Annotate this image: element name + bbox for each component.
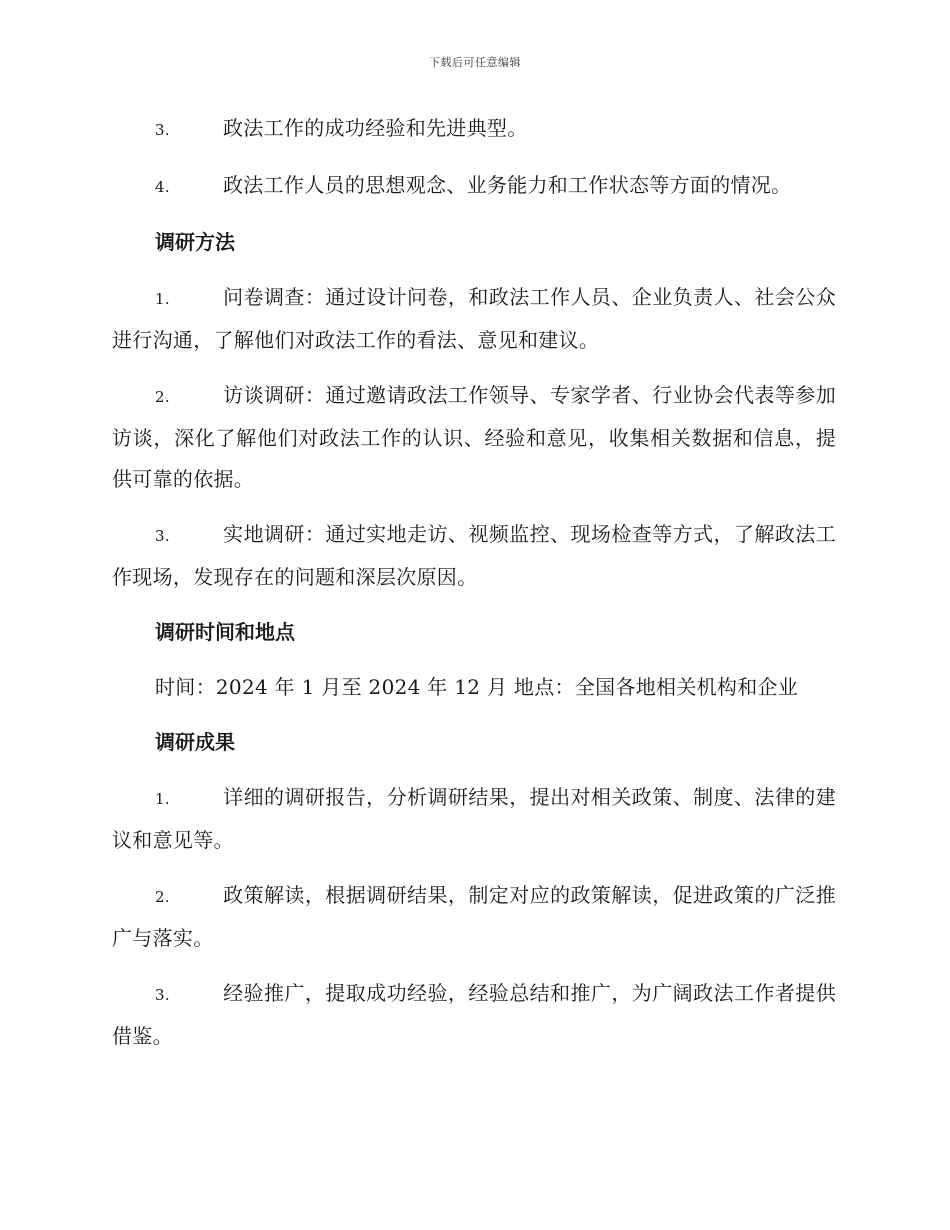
section-heading-result: 调研成果 [155,730,235,754]
list-number: 1. [155,790,170,808]
list-number: 3. [155,986,170,1004]
list-number: 3. [155,527,170,545]
list-text: 实地调研：通过实地走访、视频监控、现场检查等方式，了解政法工作现场，发现存在的问题和深层次原因。 [112,522,836,589]
section-heading-time: 调研时间和地点 [155,620,295,644]
list-text: 问卷调查：通过设计问卷，和政法工作人员、企业负责人、社会公众进行沟通，了解他们对政法工作的看法、意见和建议。 [112,285,836,352]
document-body [112,108,836,1071]
time-location-text: 时间：2024 年 1 月至 2024 年 12 月 地点：全国各地相关机构和企业 [155,675,799,699]
list-text: 政法工作的成功经验和先进典型。 [223,116,528,140]
list-item [112,165,836,208]
list-item [112,514,836,598]
list-item [112,375,836,500]
list-item [112,973,836,1057]
page-header: 下载后可任意编辑 [429,56,521,69]
list-item [112,108,836,151]
list-text: 经验推广，提取成功经验，经验总结和推广，为广阔政法工作者提供借鉴。 [112,981,836,1048]
list-item [112,277,836,361]
list-number: 4. [155,178,170,196]
list-text: 政法工作人员的思想观念、业务能力和工作状态等方面的情况。 [223,173,792,197]
list-text: 政策解读，根据调研结果，制定对应的政策解读，促进政策的广泛推广与落实。 [112,883,836,950]
list-text: 详细的调研报告，分析调研结果，提出对相关政策、制度、法律的建议和意见等。 [112,785,836,852]
list-item [112,777,836,861]
list-number: 2. [155,888,170,906]
list-number: 2. [155,388,170,406]
section-heading-method: 调研方法 [155,230,235,254]
list-number: 1. [155,290,170,308]
list-number: 3. [155,121,170,139]
list-item [112,875,836,959]
list-text: 访谈调研：通过邀请政法工作领导、专家学者、行业协会代表等参加访谈，深化了解他们对政法工作的认识、经验和意见，收集相关数据和信息，提供可靠的依据。 [112,383,836,491]
